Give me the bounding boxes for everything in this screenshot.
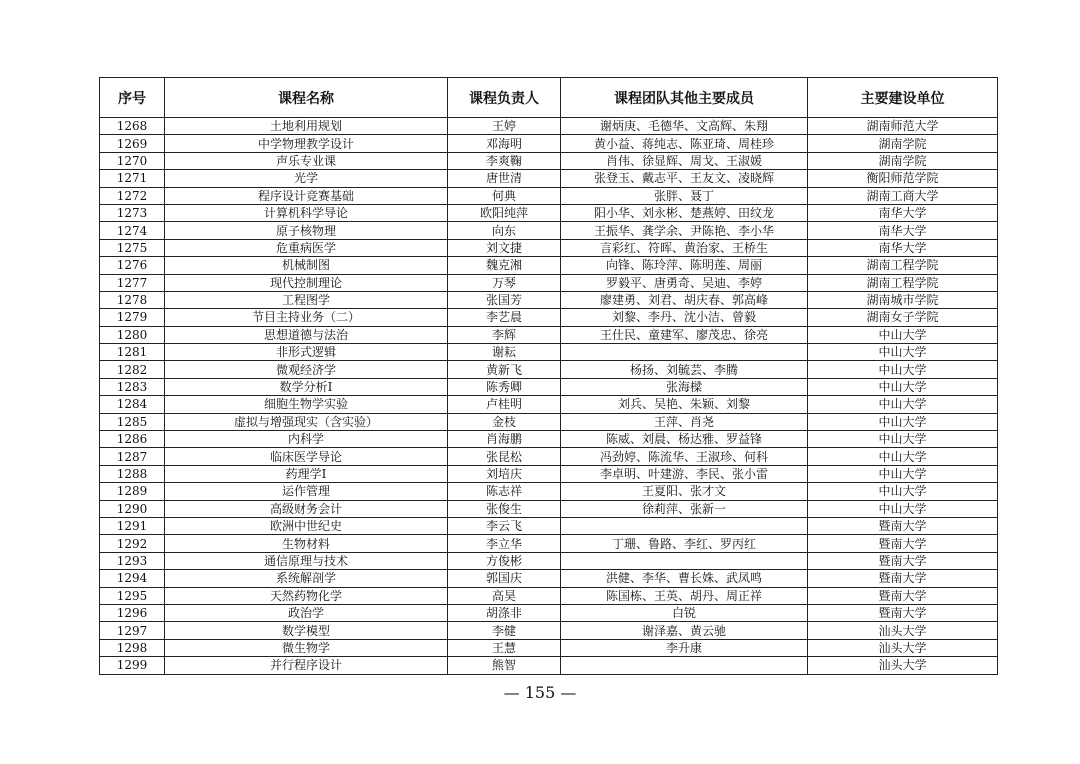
cell-team-members: 王夏阳、张才文 (561, 483, 808, 500)
cell-course-lead: 李健 (448, 622, 561, 639)
table-row (100, 135, 998, 152)
cell-course-lead: 邓海明 (448, 135, 561, 152)
cell-course-lead: 黄新飞 (448, 361, 561, 378)
cell-institution: 湖南学院 (808, 135, 998, 152)
table-row (100, 413, 998, 430)
cell-seq: 1286 (100, 431, 165, 448)
cell-institution: 南华大学 (808, 222, 998, 239)
table-row (100, 657, 998, 674)
cell-course-lead: 张俊生 (448, 500, 561, 517)
table-row (100, 326, 998, 343)
cell-course-name: 声乐专业课 (165, 152, 448, 169)
cell-course-name: 数学分析I (165, 378, 448, 395)
cell-course-name: 光学 (165, 170, 448, 187)
cell-course-lead: 郭国庆 (448, 570, 561, 587)
cell-team-members: 向锋、陈玲萍、陈明莲、周丽 (561, 257, 808, 274)
cell-team-members: 刘黎、李丹、沈小洁、曾毅 (561, 309, 808, 326)
cell-team-members: 刘兵、吴艳、朱颖、刘黎 (561, 396, 808, 413)
cell-team-members (561, 517, 808, 534)
cell-institution: 汕头大学 (808, 657, 998, 674)
cell-team-members: 王仕民、童建军、廖茂忠、徐亮 (561, 326, 808, 343)
table-row (100, 187, 998, 204)
cell-seq: 1274 (100, 222, 165, 239)
course-table (99, 77, 998, 675)
header-institution: 主要建设单位 (808, 78, 998, 118)
cell-course-lead: 陈志祥 (448, 483, 561, 500)
cell-course-name: 原子核物理 (165, 222, 448, 239)
header-course-lead: 课程负责人 (448, 78, 561, 118)
cell-team-members: 阳小华、刘永彬、楚燕婷、田纹龙 (561, 204, 808, 221)
cell-seq: 1279 (100, 309, 165, 326)
cell-course-lead: 李辉 (448, 326, 561, 343)
cell-course-lead: 刘文捷 (448, 239, 561, 256)
cell-course-name: 政治学 (165, 604, 448, 621)
table-row (100, 257, 998, 274)
cell-institution: 中山大学 (808, 396, 998, 413)
cell-course-name: 数学模型 (165, 622, 448, 639)
cell-team-members: 王萍、肖尧 (561, 413, 808, 430)
cell-seq: 1298 (100, 639, 165, 656)
cell-course-lead: 刘培庆 (448, 465, 561, 482)
cell-seq: 1271 (100, 170, 165, 187)
cell-team-members: 陈威、刘晨、杨达雅、罗益锋 (561, 431, 808, 448)
cell-institution: 中山大学 (808, 448, 998, 465)
cell-institution: 中山大学 (808, 483, 998, 500)
cell-team-members (561, 344, 808, 361)
cell-institution: 暨南大学 (808, 570, 998, 587)
table-row (100, 535, 998, 552)
cell-team-members: 张胖、聂丁 (561, 187, 808, 204)
cell-team-members: 丁珊、鲁路、李红、罗丙红 (561, 535, 808, 552)
cell-course-lead: 王婷 (448, 118, 561, 135)
cell-seq: 1299 (100, 657, 165, 674)
cell-institution: 中山大学 (808, 431, 998, 448)
cell-course-lead: 何典 (448, 187, 561, 204)
cell-team-members: 王振华、龚学余、尹陈艳、李小华 (561, 222, 808, 239)
cell-seq: 1293 (100, 552, 165, 569)
cell-institution: 湖南城市学院 (808, 291, 998, 308)
cell-course-name: 土地利用规划 (165, 118, 448, 135)
page-number: — 155 — (503, 683, 577, 702)
table-row (100, 344, 998, 361)
cell-team-members: 李升康 (561, 639, 808, 656)
table-row (100, 222, 998, 239)
cell-institution: 湖南师范大学 (808, 118, 998, 135)
cell-institution: 南华大学 (808, 204, 998, 221)
cell-team-members: 陈国栋、王英、胡丹、周正祥 (561, 587, 808, 604)
cell-seq: 1275 (100, 239, 165, 256)
cell-course-lead: 张国芳 (448, 291, 561, 308)
cell-course-name: 程序设计竞赛基础 (165, 187, 448, 204)
cell-course-name: 生物材料 (165, 535, 448, 552)
cell-team-members: 黄小益、蒋纯志、陈亚琦、周桂珍 (561, 135, 808, 152)
cell-seq: 1297 (100, 622, 165, 639)
cell-course-lead: 李艺晨 (448, 309, 561, 326)
cell-institution: 中山大学 (808, 465, 998, 482)
cell-institution: 中山大学 (808, 378, 998, 395)
table-row (100, 483, 998, 500)
table-body (100, 118, 998, 675)
table-row (100, 500, 998, 517)
cell-seq: 1278 (100, 291, 165, 308)
cell-course-lead: 万琴 (448, 274, 561, 291)
table-row (100, 118, 998, 135)
cell-course-name: 计算机科学导论 (165, 204, 448, 221)
cell-course-name: 临床医学导论 (165, 448, 448, 465)
table-row (100, 465, 998, 482)
cell-team-members: 张登玉、戴志平、王友文、凌晓辉 (561, 170, 808, 187)
cell-seq: 1296 (100, 604, 165, 621)
cell-institution: 衡阳师范学院 (808, 170, 998, 187)
cell-team-members: 冯劲婷、陈流华、王淑珍、何科 (561, 448, 808, 465)
cell-institution: 湖南工程学院 (808, 274, 998, 291)
cell-course-lead: 唐世清 (448, 170, 561, 187)
cell-team-members: 张海樑 (561, 378, 808, 395)
cell-team-members: 白锐 (561, 604, 808, 621)
cell-seq: 1295 (100, 587, 165, 604)
cell-course-lead: 胡涤非 (448, 604, 561, 621)
cell-team-members (561, 657, 808, 674)
cell-institution: 暨南大学 (808, 552, 998, 569)
cell-course-lead: 向东 (448, 222, 561, 239)
cell-course-lead: 谢耘 (448, 344, 561, 361)
cell-team-members: 洪健、李华、曹长姝、武凤鸣 (561, 570, 808, 587)
cell-team-members: 杨扬、刘毓芸、李腾 (561, 361, 808, 378)
table-row (100, 204, 998, 221)
cell-institution: 中山大学 (808, 500, 998, 517)
header-team-members: 课程团队其他主要成员 (561, 78, 808, 118)
table-row (100, 517, 998, 534)
cell-team-members: 肖伟、徐显辉、周戈、王淑媛 (561, 152, 808, 169)
cell-institution: 湖南工商大学 (808, 187, 998, 204)
table-row (100, 604, 998, 621)
table-row (100, 622, 998, 639)
cell-course-lead: 李爽鞠 (448, 152, 561, 169)
table-row (100, 274, 998, 291)
cell-team-members: 徐莉萍、张新一 (561, 500, 808, 517)
cell-team-members: 李卓明、叶建游、李民、张小雷 (561, 465, 808, 482)
cell-course-lead: 欧阳纯萍 (448, 204, 561, 221)
cell-team-members: 谢泽嘉、黄云驰 (561, 622, 808, 639)
cell-seq: 1281 (100, 344, 165, 361)
cell-course-lead: 李云飞 (448, 517, 561, 534)
cell-course-lead: 卢桂明 (448, 396, 561, 413)
table-row (100, 431, 998, 448)
cell-seq: 1272 (100, 187, 165, 204)
cell-course-name: 思想道德与法治 (165, 326, 448, 343)
cell-team-members: 罗毅平、唐勇奇、吴迪、李婷 (561, 274, 808, 291)
table-row (100, 152, 998, 169)
cell-course-name: 药理学I (165, 465, 448, 482)
cell-course-name: 非形式逻辑 (165, 344, 448, 361)
cell-seq: 1280 (100, 326, 165, 343)
cell-institution: 暨南大学 (808, 517, 998, 534)
cell-seq: 1268 (100, 118, 165, 135)
table-row (100, 552, 998, 569)
cell-institution: 中山大学 (808, 326, 998, 343)
cell-course-lead: 李立华 (448, 535, 561, 552)
cell-institution: 暨南大学 (808, 535, 998, 552)
table-row (100, 361, 998, 378)
cell-seq: 1283 (100, 378, 165, 395)
cell-seq: 1288 (100, 465, 165, 482)
cell-course-name: 天然药物化学 (165, 587, 448, 604)
cell-course-name: 虚拟与增强现实（含实验） (165, 413, 448, 430)
cell-course-name: 内科学 (165, 431, 448, 448)
cell-seq: 1287 (100, 448, 165, 465)
table-row (100, 448, 998, 465)
cell-seq: 1290 (100, 500, 165, 517)
cell-institution: 南华大学 (808, 239, 998, 256)
cell-seq: 1284 (100, 396, 165, 413)
table-row (100, 309, 998, 326)
cell-institution: 中山大学 (808, 361, 998, 378)
cell-institution: 汕头大学 (808, 622, 998, 639)
cell-course-lead: 熊智 (448, 657, 561, 674)
cell-course-name: 细胞生物学实验 (165, 396, 448, 413)
cell-institution: 湖南工程学院 (808, 257, 998, 274)
header-seq: 序号 (100, 78, 165, 118)
cell-institution: 湖南学院 (808, 152, 998, 169)
cell-course-lead: 王慧 (448, 639, 561, 656)
cell-seq: 1292 (100, 535, 165, 552)
cell-course-name: 系统解剖学 (165, 570, 448, 587)
cell-course-name: 现代控制理论 (165, 274, 448, 291)
cell-course-lead: 高昊 (448, 587, 561, 604)
cell-institution: 暨南大学 (808, 587, 998, 604)
cell-seq: 1291 (100, 517, 165, 534)
cell-institution: 汕头大学 (808, 639, 998, 656)
table-row (100, 639, 998, 656)
cell-team-members (561, 552, 808, 569)
cell-course-name: 高级财务会计 (165, 500, 448, 517)
cell-course-name: 微生物学 (165, 639, 448, 656)
cell-course-name: 机械制图 (165, 257, 448, 274)
cell-course-name: 危重病医学 (165, 239, 448, 256)
cell-seq: 1282 (100, 361, 165, 378)
table-row (100, 570, 998, 587)
cell-seq: 1277 (100, 274, 165, 291)
table-row (100, 291, 998, 308)
header-course-name: 课程名称 (165, 78, 448, 118)
cell-course-lead: 方俊彬 (448, 552, 561, 569)
cell-institution: 暨南大学 (808, 604, 998, 621)
table-row (100, 378, 998, 395)
cell-seq: 1276 (100, 257, 165, 274)
table-row (100, 396, 998, 413)
table-row (100, 587, 998, 604)
cell-seq: 1269 (100, 135, 165, 152)
cell-seq: 1289 (100, 483, 165, 500)
cell-course-name: 节目主持业务（二） (165, 309, 448, 326)
cell-institution: 中山大学 (808, 344, 998, 361)
cell-seq: 1294 (100, 570, 165, 587)
cell-course-lead: 肖海鹏 (448, 431, 561, 448)
table-row (100, 239, 998, 256)
cell-course-name: 并行程序设计 (165, 657, 448, 674)
cell-seq: 1270 (100, 152, 165, 169)
cell-course-lead: 魏克湘 (448, 257, 561, 274)
cell-course-name: 微观经济学 (165, 361, 448, 378)
cell-team-members: 言彩红、符晖、黄治家、王桥生 (561, 239, 808, 256)
cell-course-lead: 陈秀卿 (448, 378, 561, 395)
cell-seq: 1285 (100, 413, 165, 430)
cell-seq: 1273 (100, 204, 165, 221)
table-header-row (100, 78, 998, 118)
cell-course-name: 中学物理教学设计 (165, 135, 448, 152)
cell-course-lead: 金枝 (448, 413, 561, 430)
cell-team-members: 谢炳庚、毛德华、文高辉、朱翔 (561, 118, 808, 135)
cell-team-members: 廖建勇、刘君、胡庆春、郭高峰 (561, 291, 808, 308)
cell-course-name: 运作管理 (165, 483, 448, 500)
cell-course-name: 欧洲中世纪史 (165, 517, 448, 534)
cell-course-name: 工程图学 (165, 291, 448, 308)
table-row (100, 170, 998, 187)
cell-course-lead: 张昆松 (448, 448, 561, 465)
cell-institution: 中山大学 (808, 413, 998, 430)
cell-course-name: 通信原理与技术 (165, 552, 448, 569)
cell-institution: 湖南女子学院 (808, 309, 998, 326)
